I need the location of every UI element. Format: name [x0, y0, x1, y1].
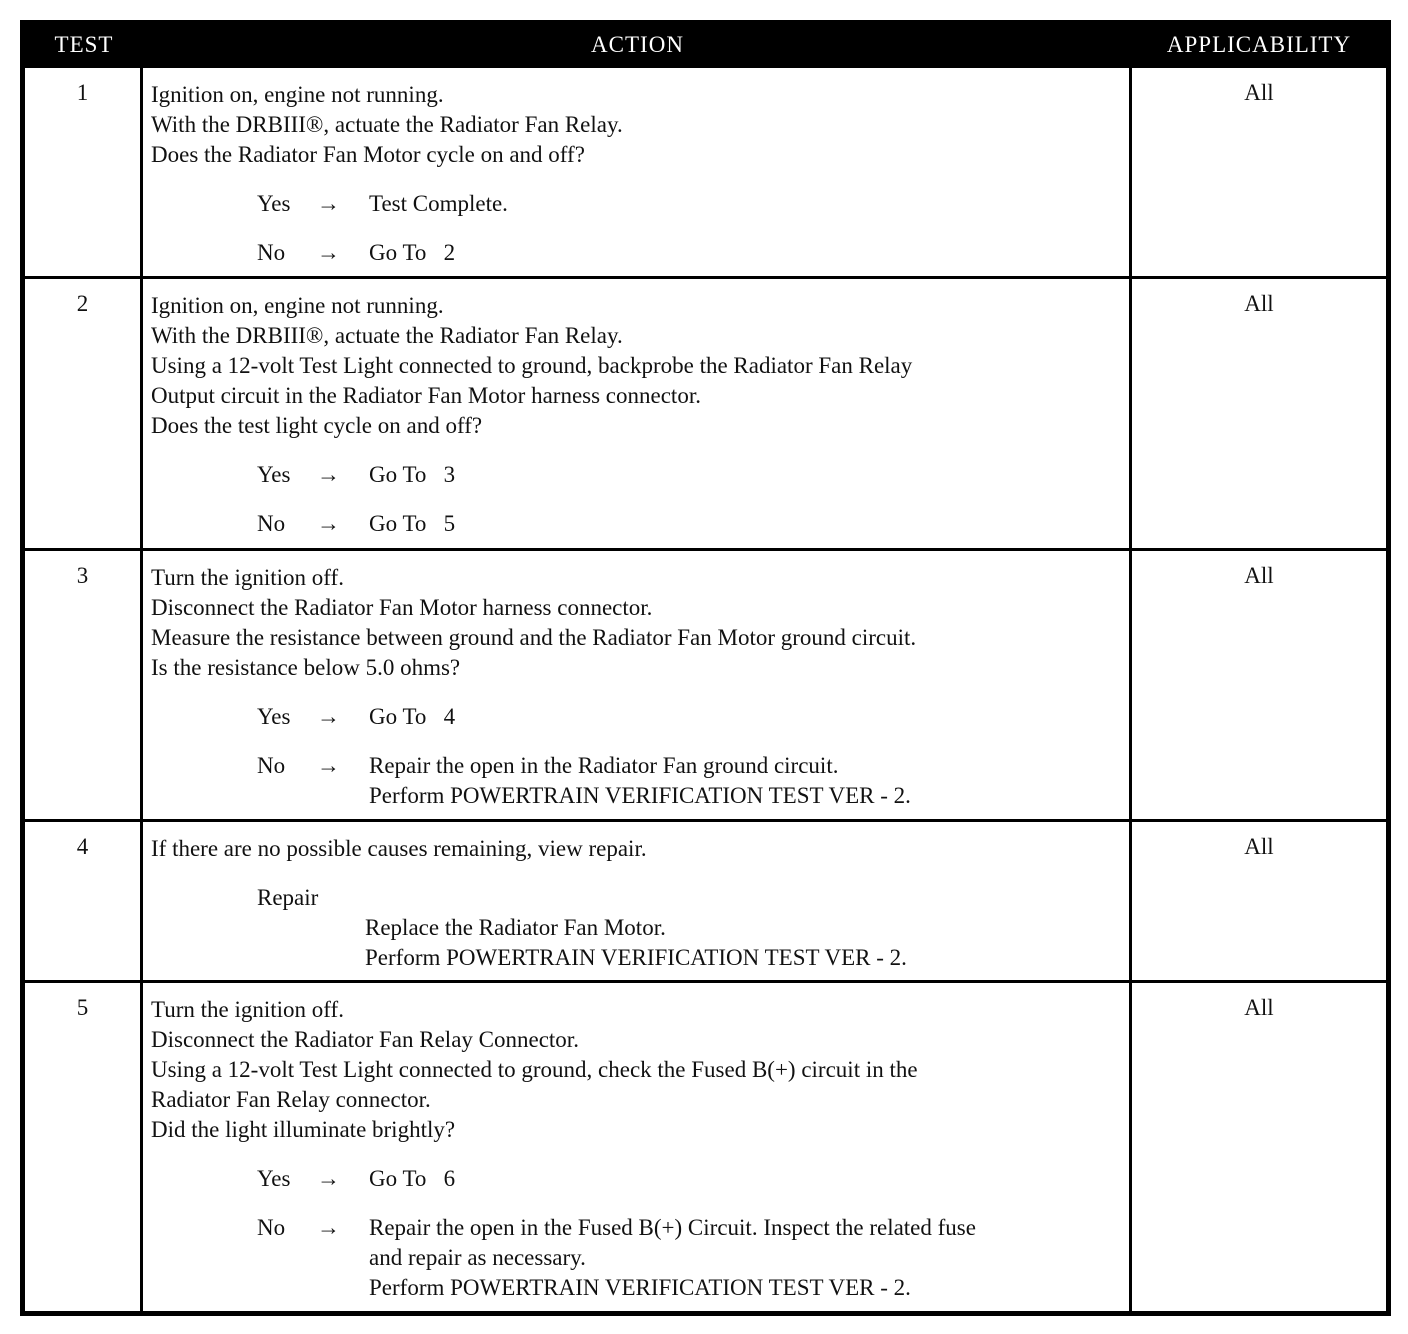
- answer-result: [369, 751, 1123, 811]
- header-test: TEST: [54, 32, 114, 57]
- answer-result: [369, 1213, 1123, 1303]
- action-step: Using a 12-volt Test Light connected to ground, backprobe the Radiator Fan Relay: [151, 353, 913, 378]
- applicability-cell: All: [1244, 80, 1274, 105]
- action-cell: [143, 551, 1132, 819]
- applicability-cell: All: [1244, 291, 1274, 316]
- repair-body: [365, 913, 1123, 973]
- table-row: [25, 276, 1386, 548]
- repair-label: Repair: [257, 885, 319, 910]
- arrow-right-icon: →: [317, 462, 340, 487]
- action-step: Measure the resistance between ground and the Radiator Fan Motor ground circuit.: [151, 625, 917, 650]
- action-step: Turn the ignition off.: [151, 997, 344, 1022]
- result-line: Test Complete.: [369, 191, 508, 216]
- header-action: ACTION: [591, 32, 684, 57]
- test-number: 4: [25, 822, 143, 980]
- arrow-right-icon: →: [317, 1215, 340, 1240]
- result-line: Repair the open in the Radiator Fan ground circuit.: [369, 753, 839, 778]
- answer-result: [369, 238, 1123, 268]
- answer-no: [257, 1213, 1123, 1303]
- action-step: Output circuit in the Radiator Fan Motor harness connector.: [151, 383, 701, 408]
- arrow-right-icon: →: [317, 753, 340, 778]
- test-number: 2: [25, 279, 143, 548]
- answer-no: [257, 509, 1123, 539]
- action-step: Radiator Fan Relay connector.: [151, 1087, 431, 1112]
- answer-yes: [257, 702, 1123, 732]
- answer-label: Yes: [257, 462, 291, 487]
- action-cell: [143, 983, 1132, 1311]
- answer-no: [257, 238, 1123, 268]
- answer-label: No: [257, 240, 286, 265]
- result-line: Go To 5: [369, 511, 456, 536]
- answer-label: No: [257, 1215, 286, 1240]
- answer-result: [369, 509, 1123, 539]
- result-line: and repair as necessary.: [369, 1245, 586, 1270]
- action-step: Disconnect the Radiator Fan Relay Connector.: [151, 1027, 579, 1052]
- answer-label: Yes: [257, 191, 291, 216]
- table-row: [25, 548, 1386, 819]
- test-number: 3: [25, 551, 143, 819]
- result-line: Go To 4: [369, 704, 456, 729]
- action-step: Is the resistance below 5.0 ohms?: [151, 655, 461, 680]
- result-line: Go To 2: [369, 240, 456, 265]
- answer-label: Yes: [257, 704, 291, 729]
- action-step: With the DRBIII®, actuate the Radiator Fan Relay.: [151, 323, 623, 348]
- answer-label: Yes: [257, 1166, 291, 1191]
- answer-result: [369, 460, 1123, 490]
- answer-result: [369, 702, 1123, 732]
- answer-no: [257, 751, 1123, 811]
- result-line: Repair the open in the Fused B(+) Circuit. Inspect the related fuse: [369, 1215, 976, 1240]
- test-number: 1: [25, 68, 143, 276]
- repair-line: Perform POWERTRAIN VERIFICATION TEST VER - 2.: [365, 945, 907, 970]
- result-line: Go To 3: [369, 462, 456, 487]
- answer-label: No: [257, 753, 286, 778]
- arrow-right-icon: →: [317, 1166, 340, 1191]
- answer-label: No: [257, 511, 286, 536]
- applicability-cell: All: [1244, 563, 1274, 588]
- action-step: Does the Radiator Fan Motor cycle on and off?: [151, 142, 585, 167]
- action-step: Ignition on, engine not running.: [151, 82, 444, 107]
- action-step: Ignition on, engine not running.: [151, 293, 444, 318]
- action-step: Turn the ignition off.: [151, 565, 344, 590]
- arrow-right-icon: →: [317, 191, 340, 216]
- table-header: [25, 25, 1386, 65]
- arrow-right-icon: →: [317, 704, 340, 729]
- action-cell: [143, 68, 1132, 276]
- answer-yes: [257, 1164, 1123, 1194]
- applicability-cell: All: [1244, 995, 1274, 1020]
- action-step: With the DRBIII®, actuate the Radiator Fan Relay.: [151, 112, 623, 137]
- diagnostic-test-table: [20, 20, 1391, 1316]
- action-cell: [143, 279, 1132, 548]
- result-line: Go To 6: [369, 1166, 456, 1191]
- answer-yes: [257, 460, 1123, 490]
- arrow-right-icon: →: [317, 511, 340, 536]
- test-number: 5: [25, 983, 143, 1311]
- action-step: Does the test light cycle on and off?: [151, 413, 483, 438]
- header-applicability: APPLICABILITY: [1166, 32, 1352, 57]
- action-step: Did the light illuminate brightly?: [151, 1117, 456, 1142]
- action-step: Using a 12-volt Test Light connected to ground, check the Fused B(+) circuit in the: [151, 1057, 918, 1082]
- table-row: [25, 65, 1386, 276]
- table-row: [25, 819, 1386, 980]
- repair-line: Replace the Radiator Fan Motor.: [365, 915, 666, 940]
- action-step: If there are no possible causes remaining, view repair.: [151, 836, 647, 861]
- result-line: Perform POWERTRAIN VERIFICATION TEST VER - 2.: [369, 1275, 911, 1300]
- answer-result: [369, 1164, 1123, 1194]
- answer-result: [369, 189, 1123, 219]
- table-row: [25, 980, 1386, 1311]
- result-line: Perform POWERTRAIN VERIFICATION TEST VER - 2.: [369, 783, 911, 808]
- answer-yes: [257, 189, 1123, 219]
- action-cell: [143, 822, 1132, 980]
- applicability-cell: All: [1244, 834, 1274, 859]
- arrow-right-icon: →: [317, 240, 340, 265]
- action-step: Disconnect the Radiator Fan Motor harness connector.: [151, 595, 653, 620]
